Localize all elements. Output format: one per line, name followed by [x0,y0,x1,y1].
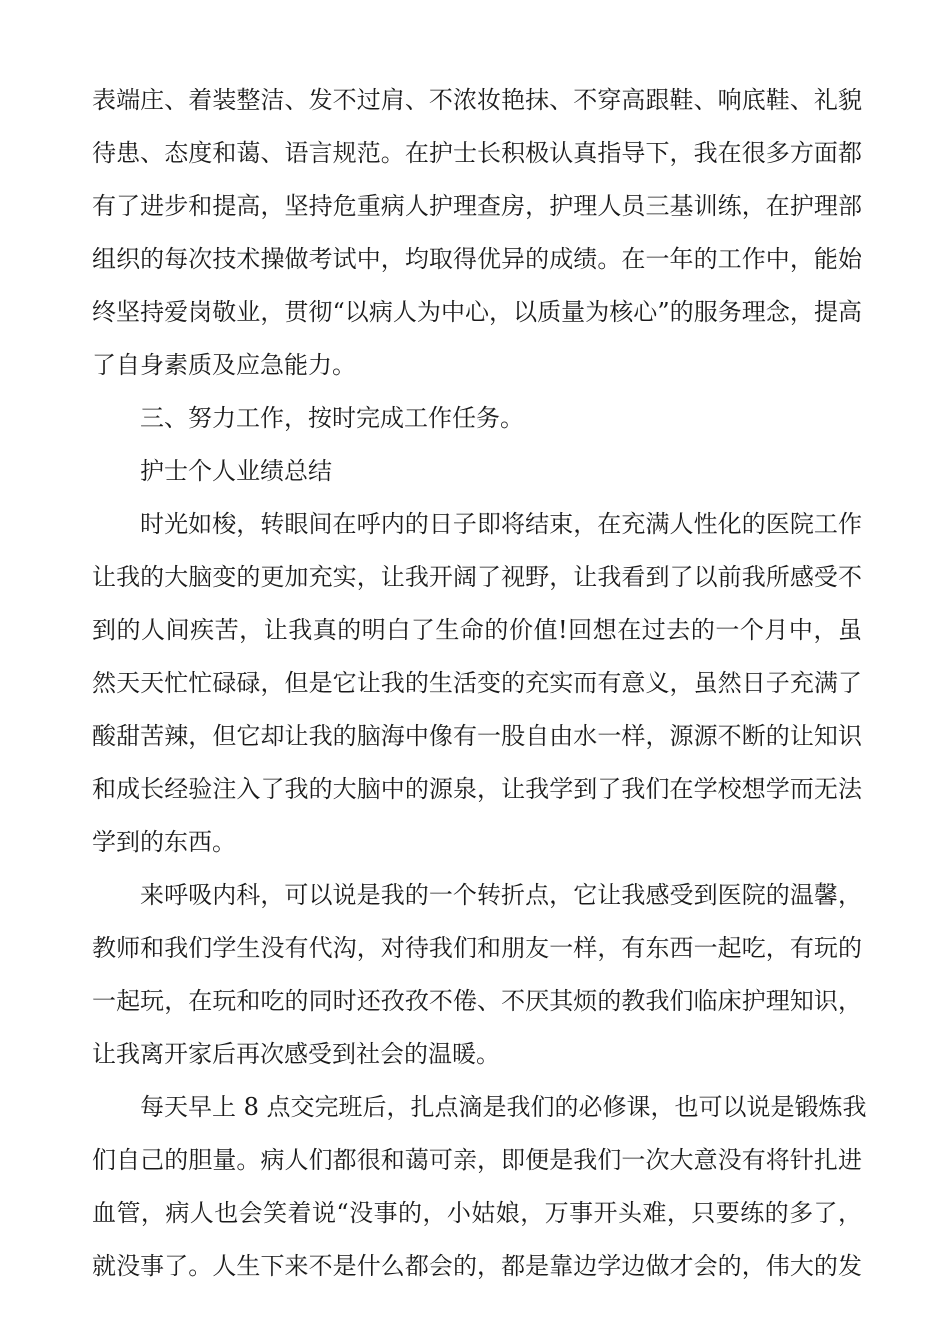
text-line: 然天天忙忙碌碌，但是它让我的生活变的充实而有意义，虽然日子充满了 [92,669,862,697]
text-line: 时光如梭，转眼间在呼内的日子即将结束，在充满人性化的医院工作 [140,510,862,538]
text-line: 待患、态度和蔼、语言规范。在护士长积极认真指导下，我在很多方面都 [92,139,862,167]
text-line: 们自己的胆量。病人们都很和蔼可亲，即便是我们一次大意没有将针扎进 [92,1146,862,1174]
text-line: 就没事了。人生下来不是什么都会的，都是靠边学边做才会的，伟大的发 [92,1252,862,1280]
text-line: 组织的每次技术操做考试中，均取得优异的成绩。在一年的工作中，能始 [92,245,862,273]
text-line: 护士个人业绩总结 [140,457,332,485]
text-line: 血管，病人也会笑着说“没事的，小姑娘，万事开头难，只要练的多了， [92,1199,862,1227]
text-line: 酸甜苦辣，但它却让我的脑海中像有一股自由水一样，源源不断的让知识 [92,722,862,750]
text-line: 让我的大脑变的更加充实，让我开阔了视野，让我看到了以前我所感受不 [92,563,862,591]
text-line: 学到的东西。 [92,828,236,856]
text-line: 教师和我们学生没有代沟，对待我们和朋友一样，有东西一起吃，有玩的 [92,934,862,962]
text-line: 每天早上 8 点交完班后，扎点滴是我们的必修课，也可以说是锻炼我 [140,1093,867,1121]
text-line: 让我离开家后再次感受到社会的温暖。 [92,1040,500,1068]
text-line: 和成长经验注入了我的大脑中的源泉，让我学到了我们在学校想学而无法 [92,775,862,803]
text-line: 有了进步和提高，坚持危重病人护理查房，护理人员三基训练，在护理部 [92,192,862,220]
text-line: 来呼吸内科，可以说是我的一个转折点，它让我感受到医院的温馨， [140,881,862,909]
document-body [92,74,867,1293]
text-line: 到的人间疾苦，让我真的明白了生命的价值!回想在过去的一个月中，虽 [92,616,862,644]
text-line: 了自身素质及应急能力。 [92,351,356,379]
text-line: 表端庄、着装整洁、发不过肩、不浓妆艳抹、不穿高跟鞋、响底鞋、礼貌 [92,86,862,114]
text-line: 终坚持爱岗敬业，贯彻“以病人为中心，以质量为核心”的服务理念，提高 [92,298,862,326]
text-line: 一起玩，在玩和吃的同时还孜孜不倦、不厌其烦的教我们临床护理知识， [92,987,862,1015]
text-line: 三、努力工作，按时完成工作任务。 [140,404,524,432]
